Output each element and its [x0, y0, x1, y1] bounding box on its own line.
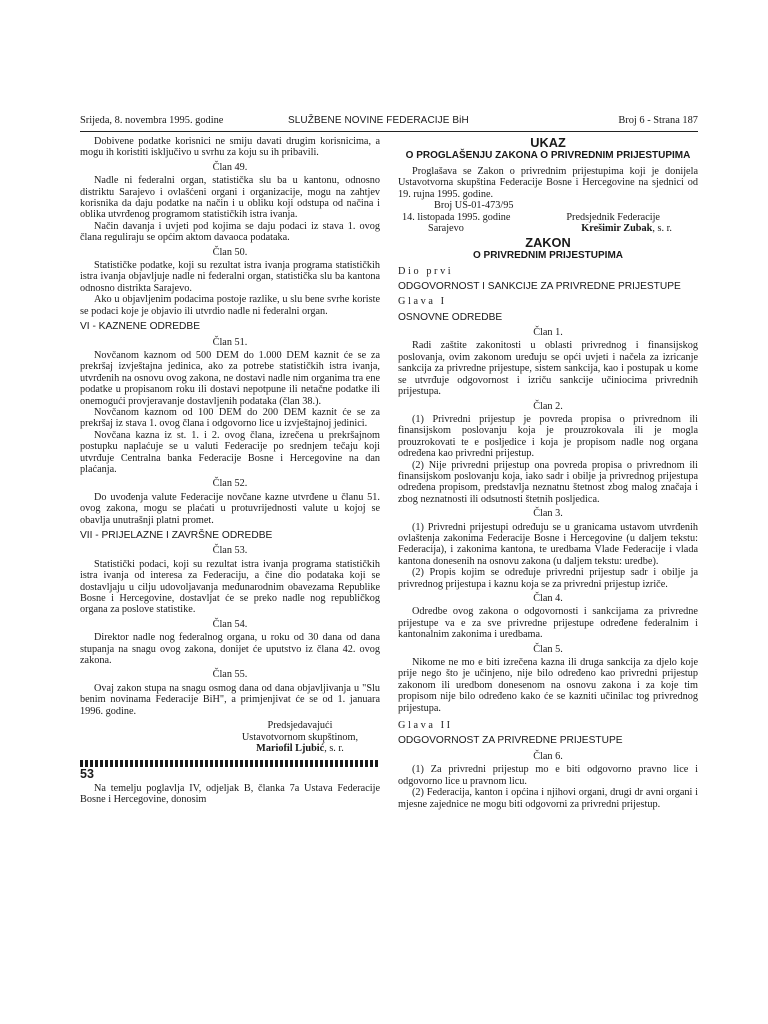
paragraph: Novčanom kaznom od 500 DEM do 1.000 DEM kaznit će se za prekršaj izvještajna jedinica, ako za potrebe statističkih istra ivanja, utvrđenih na osnovu ovog zakona, ne dostavi nadle nim organima tra ene podatke u propisanom roku ili dostavi nepotpune ili netačne podatke ili onemogući provjeravanje dostavljenih podataka (član 38.).: [80, 349, 380, 407]
page-header: [80, 115, 698, 129]
article-heading: Član 51.: [212, 336, 248, 348]
paragraph: (2) Federacija, kanton i općina i njihovi organi, drugi dr avni organi i mjesne zajednice ne mogu biti odgovorni za privredni prijestup.: [398, 787, 698, 810]
paragraph: Nadle ni federalni organ, statistička slu ba u kantonu, odnosno distriktu Sarajevo i ovlašćeni organi i organizacije, mogu na zahtjev korisnika da daju podatke na način i u obliku koji odstupa od načina i oblika utvrđenog programom statističkih istra ivanja.: [80, 175, 380, 221]
header-date: Srijeda, 8. novembra 1995. godine: [80, 115, 224, 126]
decree-signatory-title: Predsjednik Federacije: [566, 211, 660, 223]
decree-signatory-suffix: , s. r.: [652, 223, 672, 235]
right-column: [398, 136, 698, 810]
paragraph: Direktor nadle nog federalnog organa, u roku od 30 dana od dana stupanja na snagu ovog zakona, donijet će uputstvo iz člana 42. ovog zakona.: [80, 632, 380, 667]
header-rule: [80, 131, 698, 132]
decree-signature-row: [398, 223, 698, 234]
paragraph: Radi zaštite zakonitosti u oblasti privrednog i finansijskog poslovanja, ovim zakonom uređuju se opći uvjeti i načela za izricanje sankcija za privredne prijestupe, sistem sankcija, kao i postupak u kome se utvrđuje odgovornost i izriču sankcije učiniocima privrednih prijestupa.: [398, 340, 698, 398]
paragraph: Ovaj zakon stupa na snagu osmog dana od dana objavljivanja u "Slu benim novinama Federacije BiH", a primjenjivat će se od 1. januara 1996. godine.: [80, 682, 380, 717]
paragraph: Statistički podaci, koji su rezultat istra ivanja programa statističkih istra ivanja od interesa za Federaciju, a čine dio podataka koji se dostavljaju u cilju udovoljavanja međunarodnim obavezama Republike Bosne i Hercegovine, dostavljat će se preko nadle nog republičkog organa za poslove statistike.: [80, 558, 380, 616]
paragraph: Do uvođenja valute Federacije novčane kazne utvrđene u članu 51. ovog zakona, mogu se plaćati u protuvrijednosti valute u kojoj se obavlja unutrašnji platni promet.: [80, 491, 380, 526]
article-heading: Član 52.: [212, 478, 248, 490]
section-heading: VI - KAZNENE ODREDBE: [80, 321, 201, 333]
chapter-title: OSNOVNE ODREDBE: [398, 311, 503, 323]
article-heading: Član 49.: [212, 161, 248, 173]
signature-name-line: [220, 743, 380, 754]
paragraph: (1) Za privredni prijestup mo e biti odgovorno pravno lice i odgovorno lice u pravnom licu.: [398, 764, 698, 787]
chapter-heading: Glava I: [398, 296, 447, 308]
article-heading: Član 54.: [212, 618, 248, 630]
left-column: [80, 136, 380, 806]
decree-title: UKAZ: [530, 135, 566, 150]
chapter-title: ODGOVORNOST ZA PRIVREDNE PRIJESTUPE: [398, 735, 623, 747]
paragraph: Proglašava se Zakon o privrednim prijestupima koji je donijela Ustavotvorna skupština Federacije Bosne i Hercegovine na sjednici od 19. rujna 1995. godine.: [398, 166, 698, 200]
paragraph: (2) Nije privredni prijestup ona povreda propisa o privrednom ili finansijskom poslovanju koja, iako sadr i obilje ja privrednog prijestupa određena propisom, predstavlja neznatnu štetnost zbog malog značaja i zbog neznatnosti ili odsutnosti štetnih posljedica.: [398, 459, 698, 505]
paragraph: (1) Privredni prijestup je povreda propisa o privrednom ili finansijskom poslovanju koja je prouzrokovala ili je mogla prouzrokovati te e posljedice i koja je propisom nadle nog organa određena kao privredni prijestup.: [398, 413, 698, 460]
law-subtitle: O PRIVREDNIM PRIJESTUPIMA: [472, 250, 624, 262]
section-heading: VII - PRIJELAZNE I ZAVRŠNE ODREDBE: [80, 530, 273, 541]
law-title: ZAKON: [525, 235, 571, 251]
decree-city: Sarajevo: [428, 223, 464, 235]
paragraph: Na temelju poglavlja IV, odjeljak B, članka 7a Ustava Federacije Bosne i Hercegovine, donosim: [80, 782, 380, 806]
paragraph: Novčanom kaznom od 100 DEM do 200 DEM kaznit će se za prekršaj iz stava 1. ovog člana i odgovorno lice u izvještajnoj jedinici.: [80, 406, 380, 430]
article-heading: Član 53.: [212, 545, 248, 557]
paragraph: Način davanja i uvjeti pod kojima se daju podaci iz stava 1. ovog člana reguliraju se općim aktom davaoca podataka.: [80, 220, 380, 244]
signature-title: Predsjedavajući: [267, 720, 333, 732]
paragraph: Statističke podatke, koji su rezultat istra ivanja programa statističkih istra ivanja objavljuje nadle ni federalni organ, statistička slu ba kantona odnosno distrikta Sarajevo.: [80, 260, 380, 294]
paragraph: Novčana kazna iz st. 1. i 2. ovog člana, izrečena u prekršajnom postupku naplaćuje se u valuti Federacije po srednjem tečaju koji utvrđuje Centralna banka Federacije Bosne i Hercegovine na dan plaćanja.: [80, 429, 380, 475]
article-heading: Član 55.: [212, 669, 248, 681]
article-heading: Član 50.: [212, 246, 248, 258]
article-heading: Član 3.: [533, 508, 563, 520]
article-heading: Član 5.: [533, 643, 563, 655]
decree-date: 14. listopada 1995. godine: [402, 211, 511, 223]
article-heading: Član 6.: [533, 750, 563, 762]
article-heading: Član 4.: [533, 593, 563, 604]
decree-signatory: [581, 223, 672, 234]
paragraph: (2) Propis kojim se određuje privredni prijestup sadr i obilje ja privrednog prijestupa i kaznu koja se za privredni prijestup izriče.: [398, 567, 698, 590]
header-page-number: Broj 6 - Strana 187: [618, 115, 698, 126]
paragraph: Ako u objavljenim podacima postoje razlike, u slu bene svrhe koriste se podaci koje je objavio ili utvrdio nadle ni federalni organ.: [80, 294, 380, 317]
paragraph: (1) Privredni prijestupi određuju se u granicama ustavom utvrđenih ovlaštenja zakonima Federacije Bosne i Hercegovine (u daljem tekstu: Federacija), i zakonima kantona, te uredbama Vlade Federacije i vlada kantona donesenih na osnovu zakona (u daljem tekstu: uredbe).: [398, 521, 698, 567]
paragraph: Odredbe ovog zakona o odgovornosti i sankcijama za privredne prijestupe va e za sve privredne prijestupe određene federalnim i kantonalnim zakonima i uredbama.: [398, 606, 698, 641]
chapter-heading: Glava II: [398, 720, 453, 732]
part-title: ODGOVORNOST I SANKCIJE ZA PRIVREDNE PRIJESTUPE: [398, 280, 681, 292]
header-publication: SLUŽBENE NOVINE FEDERACIJE BiH: [288, 115, 469, 126]
decree-signature-row: [398, 212, 698, 223]
signature-suffix: , s. r.: [324, 742, 344, 754]
signature-body: Ustavotvornom skupštinom,: [241, 731, 359, 743]
article-heading: Član 1.: [533, 327, 563, 339]
part-heading: Dio prvi: [398, 266, 454, 278]
item-separator-bar: [80, 760, 380, 767]
decree-signatory-name: Krešimir Zubak: [581, 223, 653, 235]
article-heading: Član 2.: [533, 400, 563, 412]
paragraph: Dobivene podatke korisnici ne smiju davati drugim korisnicima, a mogu ih koristiti isključivo u svrhu za koju su ih pribavili.: [80, 136, 380, 159]
decree-number: Broj US-01-473/95: [434, 200, 514, 212]
decree-subtitle: O PROGLAŠENJU ZAKONA O PRIVREDNIM PRIJESTUPIMA: [405, 150, 691, 161]
signature-block: [220, 720, 380, 754]
gazette-page: [80, 0, 700, 1024]
paragraph: Nikome ne mo e biti izrečena kazna ili druga sankcija za djelo koje prije nego što je učinjeno, nije bilo određeno kao privredni prijestup zakonom ili uredbom donesenom na osnovu zakona i za koje tim propisom nije bilo određeno kako će se kazniti učinilac tog privrednog prijestupa.: [398, 657, 698, 714]
signature-name: Mariofil Ljubić: [256, 742, 325, 754]
item-number: 53: [80, 767, 94, 782]
